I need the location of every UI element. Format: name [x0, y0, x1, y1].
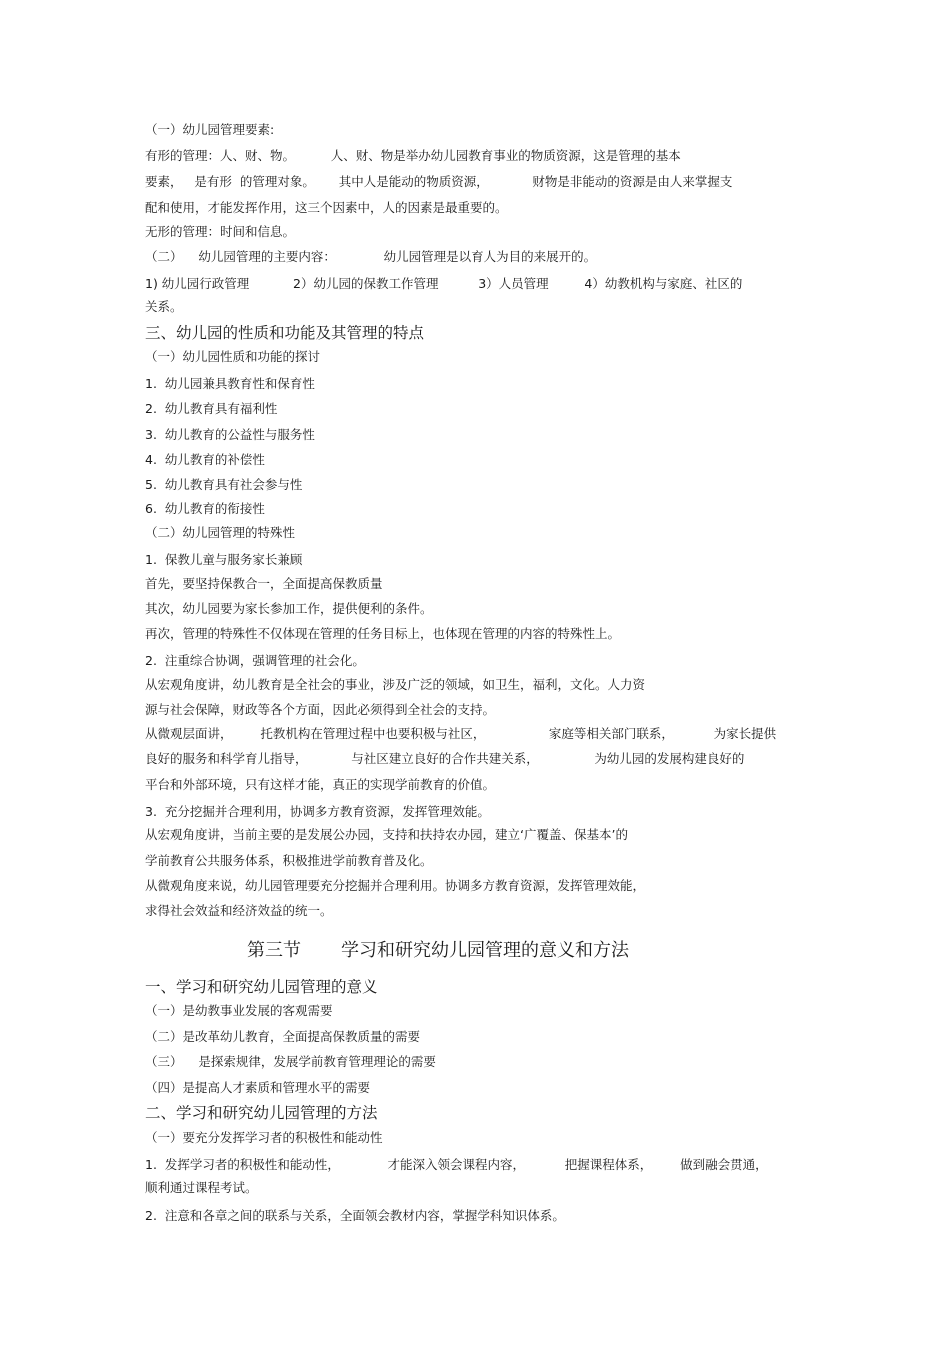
paragraph-line: 要素， 是有形 的管理对象。 其中人是能动的物质资源， 财物是非能动的资源是由人来掌握支 [145, 174, 733, 189]
list-item: 1. 保教儿童与服务家长兼顾 [145, 552, 303, 567]
paragraph-line: 从宏观角度讲，幼儿教育是全社会的事业，涉及广泛的领域，如卫生，福利，文化。人力资 [145, 677, 646, 692]
paragraph-line: 求得社会效益和经济效益的统一。 [145, 903, 333, 918]
section-heading: 二、学习和研究幼儿园管理的方法 [145, 1104, 378, 1122]
subsection-heading: （一）幼儿园性质和功能的探讨 [145, 349, 321, 364]
list-item: 2. 注重综合协调，强调管理的社会化。 [145, 653, 365, 668]
list-item: （一）是幼教事业发展的客观需要 [145, 1003, 333, 1018]
paragraph-line: 学前教育公共服务体系，积极推进学前教育普及化。 [145, 853, 433, 868]
paragraph-line: 再次，管理的特殊性不仅体现在管理的任务目标上，也体现在管理的内容的特殊性上。 [145, 626, 621, 641]
subsection-heading: （二） 幼儿园管理的主要内容： 幼儿园管理是以育人为目的来展开的。 [145, 249, 597, 264]
list-item: 1. 幼儿园兼具教育性和保育性 [145, 376, 315, 391]
list-item: 1) 幼儿园行政管理 2）幼儿园的保教工作管理 3）人员管理 4）幼教机构与家庭、社区的 [145, 276, 743, 291]
section-heading: 一、学习和研究幼儿园管理的意义 [145, 978, 378, 996]
paragraph-line: 其次，幼儿园要为家长参加工作，提供便利的条件。 [145, 601, 433, 616]
paragraph-line: 关系。 [145, 299, 183, 314]
paragraph-line: 从微观角度来说，幼儿园管理要充分挖掘并合理利用。协调多方教育资源，发挥管理效能， [145, 878, 646, 893]
list-item: 1. 发挥学习者的积极性和能动性， 才能深入领会课程内容， 把握课程体系， 做到融会贯通， [145, 1157, 768, 1172]
list-item: 2. 注意和各章之间的联系与关系，全面领会教材内容，掌握学科知识体系。 [145, 1208, 565, 1223]
paragraph-line: 源与社会保障，财政等各个方面，因此必须得到全社会的支持。 [145, 702, 496, 717]
subsection-heading: （二）幼儿园管理的特殊性 [145, 525, 296, 540]
list-item: （四）是提高人才素质和管理水平的需要 [145, 1080, 371, 1095]
paragraph-line: 良好的服务和科学育儿指导， 与社区建立良好的合作共建关系， 为幼儿园的发展构建良好的 [145, 751, 745, 766]
subsection-heading: （一）幼儿园管理要素: [145, 122, 275, 137]
subsection-heading: （一）要充分发挥学习者的积极性和能动性 [145, 1130, 383, 1145]
chapter-section-title: 第三节 学习和研究幼儿园管理的意义和方法 [247, 940, 630, 961]
list-item: 3. 充分挖掘并合理利用，协调多方教育资源，发挥管理效能。 [145, 804, 490, 819]
list-item: 2. 幼儿教育具有福利性 [145, 401, 278, 416]
section-heading: 三、幼儿园的性质和功能及其管理的特点 [145, 324, 425, 342]
paragraph-line: 首先，要坚持保教合一，全面提高保教质量 [145, 576, 383, 591]
list-item: 6. 幼儿教育的衔接性 [145, 501, 265, 516]
list-item: 4. 幼儿教育的补偿性 [145, 452, 265, 467]
paragraph-line: 有形的管理：人、财、物。 人、财、物是举办幼儿园教育事业的物质资源，这是管理的基本 [145, 148, 681, 163]
paragraph-line: 从微观层面讲， 托教机构在管理过程中也要积极与社区， 家庭等相关部门联系， 为家长提供 [145, 726, 777, 741]
paragraph-line: 从宏观角度讲，当前主要的是发展公办园，支持和扶持农办园，建立‘广覆盖、保基本’的 [145, 827, 628, 842]
paragraph-line: 无形的管理：时间和信息。 [145, 224, 296, 239]
paragraph-line: 顺利通过课程考试。 [145, 1180, 258, 1195]
list-item: （二）是改革幼儿教育，全面提高保教质量的需要 [145, 1029, 421, 1044]
paragraph-line: 平台和外部环境，只有这样才能，真正的实现学前教育的价值。 [145, 777, 496, 792]
list-item: 3. 幼儿教育的公益性与服务性 [145, 427, 315, 442]
paragraph-line: 配和使用，才能发挥作用，这三个因素中，人的因素是最重要的。 [145, 200, 508, 215]
list-item: （三） 是探索规律，发展学前教育管理理论的需要 [145, 1054, 436, 1069]
list-item: 5. 幼儿教育具有社会参与性 [145, 477, 303, 492]
